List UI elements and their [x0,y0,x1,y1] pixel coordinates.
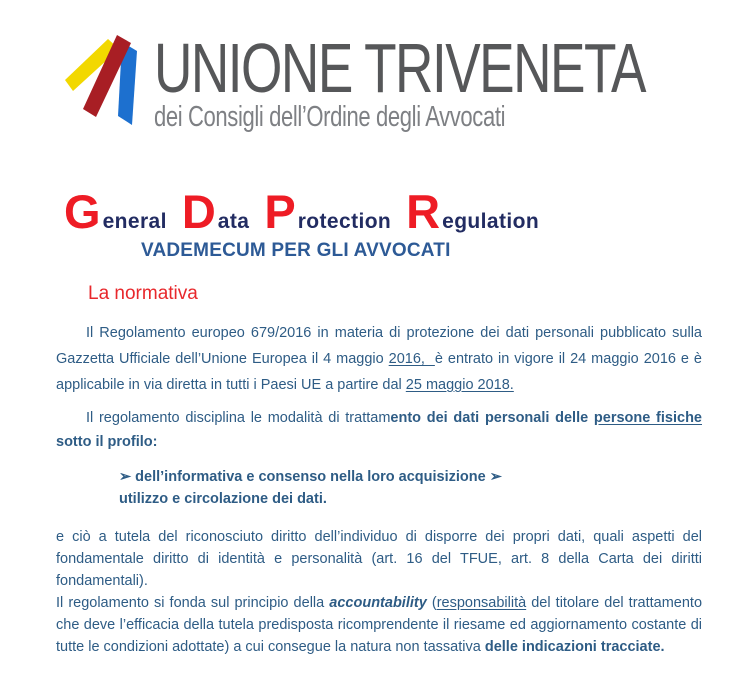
bullet-list [56,466,702,510]
page-title [64,185,540,238]
title-word-general [64,185,167,238]
title-word-protection [264,185,392,238]
bullet-item: utilizzo e circolazione dei dati. [119,491,327,507]
paragraph-tutela: e ciò a tutela del riconosciuto diritto dell’individuo di disporre dei propri dati, quali aspetti del fondamentale diritto di identità e personalità (art. 16 del TFUE, art. 8 della Carta dei diritti fondamentali). [56,529,702,589]
title-rest: rotection [297,210,392,233]
title-rest: ata [217,210,250,233]
title-word-data [181,185,250,238]
paragraph-accountability: Il regolamento si fonda sul principio della accountability (responsabilità del titolare del trattamento che deve l’efficacia della tutela predisposta ricomprendente il riesame ed aggiornamento costante di tutte le condizioni adottate) a cui consegue la natura non tassativa delle indicazioni tracciate. [56,595,703,655]
document-body [56,320,702,658]
logo-text [154,29,742,134]
title-rest: eneral [102,210,167,233]
logo-subtitle: dei Consigli dell’Ordine degli Avvocati [154,101,506,134]
logo [58,29,742,134]
page-subtitle: VADEMECUM PER GLI AVVOCATI [141,240,451,261]
title-initial: P [264,185,296,238]
title-initial: D [181,185,216,238]
title-rest: egulation [442,210,540,233]
title-initial: G [64,185,101,238]
title-word-regulation [406,185,540,238]
title-initial: R [406,185,441,238]
logo-title: UNIONE TRIVENETA [154,29,646,107]
bullet-item: ➢ dell’informativa e consenso nella loro acquisizione ➢ [119,469,502,485]
section-heading: La normativa [88,283,198,304]
paragraph-disciplina: Il regolamento disciplina le modalità di trattamento dei dati personali delle persone fisiche sotto il profilo: [56,410,702,450]
paragraph-regolamento: Il Regolamento europeo 679/2016 in materia di protezione dei dati personali pubblicato sulla Gazzetta Ufficiale dell’Unione Europea il 4 maggio 2016, è entrato in vigore il 24 maggio 2016 e è applicabile in via diretta in tutti i Paesi UE a partire dal 25 maggio 2018. [56,325,702,393]
union-triveneta-logo-icon [58,33,144,127]
